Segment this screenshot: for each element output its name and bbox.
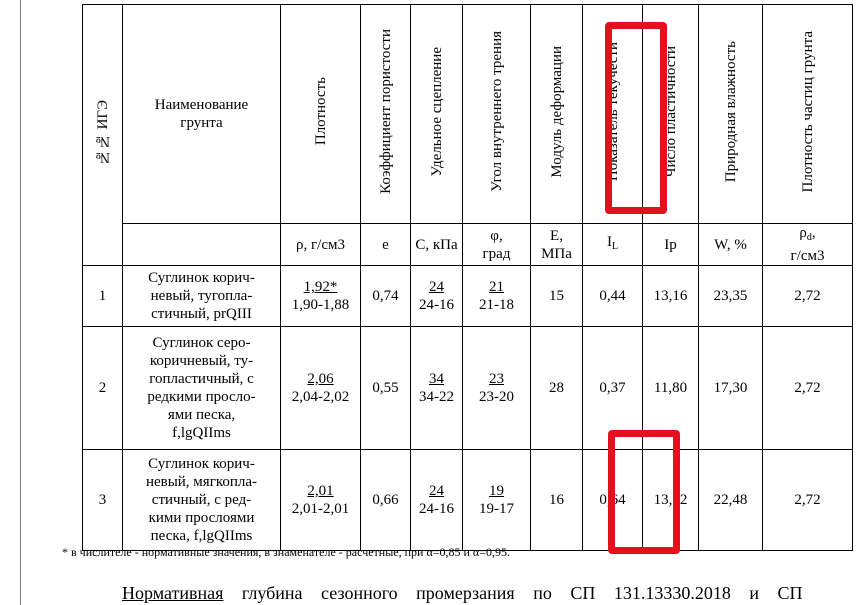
row-density: 2,06 2,04-2,02 [281,327,361,450]
header-name: Наименование грунта [123,5,281,224]
header-plasticity: Число пластичности [643,5,699,224]
table-row [83,266,853,327]
header-liquidity: Показатель текучести [583,5,643,224]
row-number: 1 [83,266,123,327]
page-margin-line [20,0,21,605]
header-cohesion: Удельное сцепление [411,5,463,224]
unit-modulus: Е, МПа [531,224,583,266]
row-plasticity: 13,52 [643,450,699,551]
unit-friction: φ, град [463,224,531,266]
units-row [83,224,853,266]
header-modulus: Модуль деформации [531,5,583,224]
unit-density: ρ, г/см3 [281,224,361,266]
row-modulus: 28 [531,327,583,450]
unit-cohesion: С, кПа [411,224,463,266]
body-paragraph [122,583,802,604]
row-friction: 23 23-20 [463,327,531,450]
row-moisture: 17,30 [699,327,763,450]
unit-name-empty [123,224,281,266]
row-liquidity: 0,64 [583,450,643,551]
highlight-box-header [605,22,667,214]
row-friction: 21 21-18 [463,266,531,327]
row-liquidity: 0,37 [583,327,643,450]
row-porosity: 0,74 [361,266,411,327]
unit-moisture: W, % [699,224,763,266]
table-row [83,450,853,551]
unit-plasticity: Ip [643,224,699,266]
header-row [83,5,853,224]
body-paragraph-underlined: Нормативная [122,583,224,603]
row-number: 2 [83,327,123,450]
row-density: 1,92* 1,90-1,88 [281,266,361,327]
header-particle-density: Плотность частиц грунта [763,5,853,224]
unit-porosity: е [361,224,411,266]
table-footnote: * в числителе - нормативные значения, в знаменателе - расчетные, при α=0,85 и α=0,95. [62,545,510,559]
row-porosity: 0,55 [361,327,411,450]
row-number: 3 [83,450,123,551]
unit-liquidity: $I_L$ [583,224,643,266]
row-moisture: 23,35 [699,266,763,327]
row-soil-name: Суглинок корич- невый, мягкопла- стичный, с ред- кими прослоями песка, f,lgQIIms [123,450,281,551]
row-modulus: 15 [531,266,583,327]
table-row [83,327,853,450]
row-plasticity: 13,16 [643,266,699,327]
row-moisture: 22,48 [699,450,763,551]
header-friction: Угол внутреннего трения [463,5,531,224]
row-liquidity: 0,44 [583,266,643,327]
row-cohesion: 34 34-22 [411,327,463,450]
header-density: Плотность [281,5,361,224]
row-modulus: 16 [531,450,583,551]
body-paragraph-rest: глубина сезонного промерзания по СП 131.13330.2018 и СП [223,583,803,603]
row-plasticity: 11,80 [643,327,699,450]
header-number: №№ ИГЭ [83,5,123,266]
row-cohesion: 24 24-16 [411,450,463,551]
row-porosity: 0,66 [361,450,411,551]
row-soil-name: Суглинок серо- коричневый, ту- гопластичный, с редкими просло- ями песка, f,lgQIIms [123,327,281,450]
soil-properties-table [82,4,853,551]
unit-particle-density: $\rho_d$, г/см3 [763,224,853,266]
header-porosity: Коэффициент пористости [361,5,411,224]
row-particle-density: 2,72 [763,327,853,450]
row-particle-density: 2,72 [763,266,853,327]
row-particle-density: 2,72 [763,450,853,551]
header-moisture: Природная влажность [699,5,763,224]
row-soil-name: Суглинок корич- невый, тугопла- стичный, prQIII [123,266,281,327]
row-density: 2,01 2,01-2,01 [281,450,361,551]
row-friction: 19 19-17 [463,450,531,551]
highlight-box-value [608,430,680,554]
row-cohesion: 24 24-16 [411,266,463,327]
